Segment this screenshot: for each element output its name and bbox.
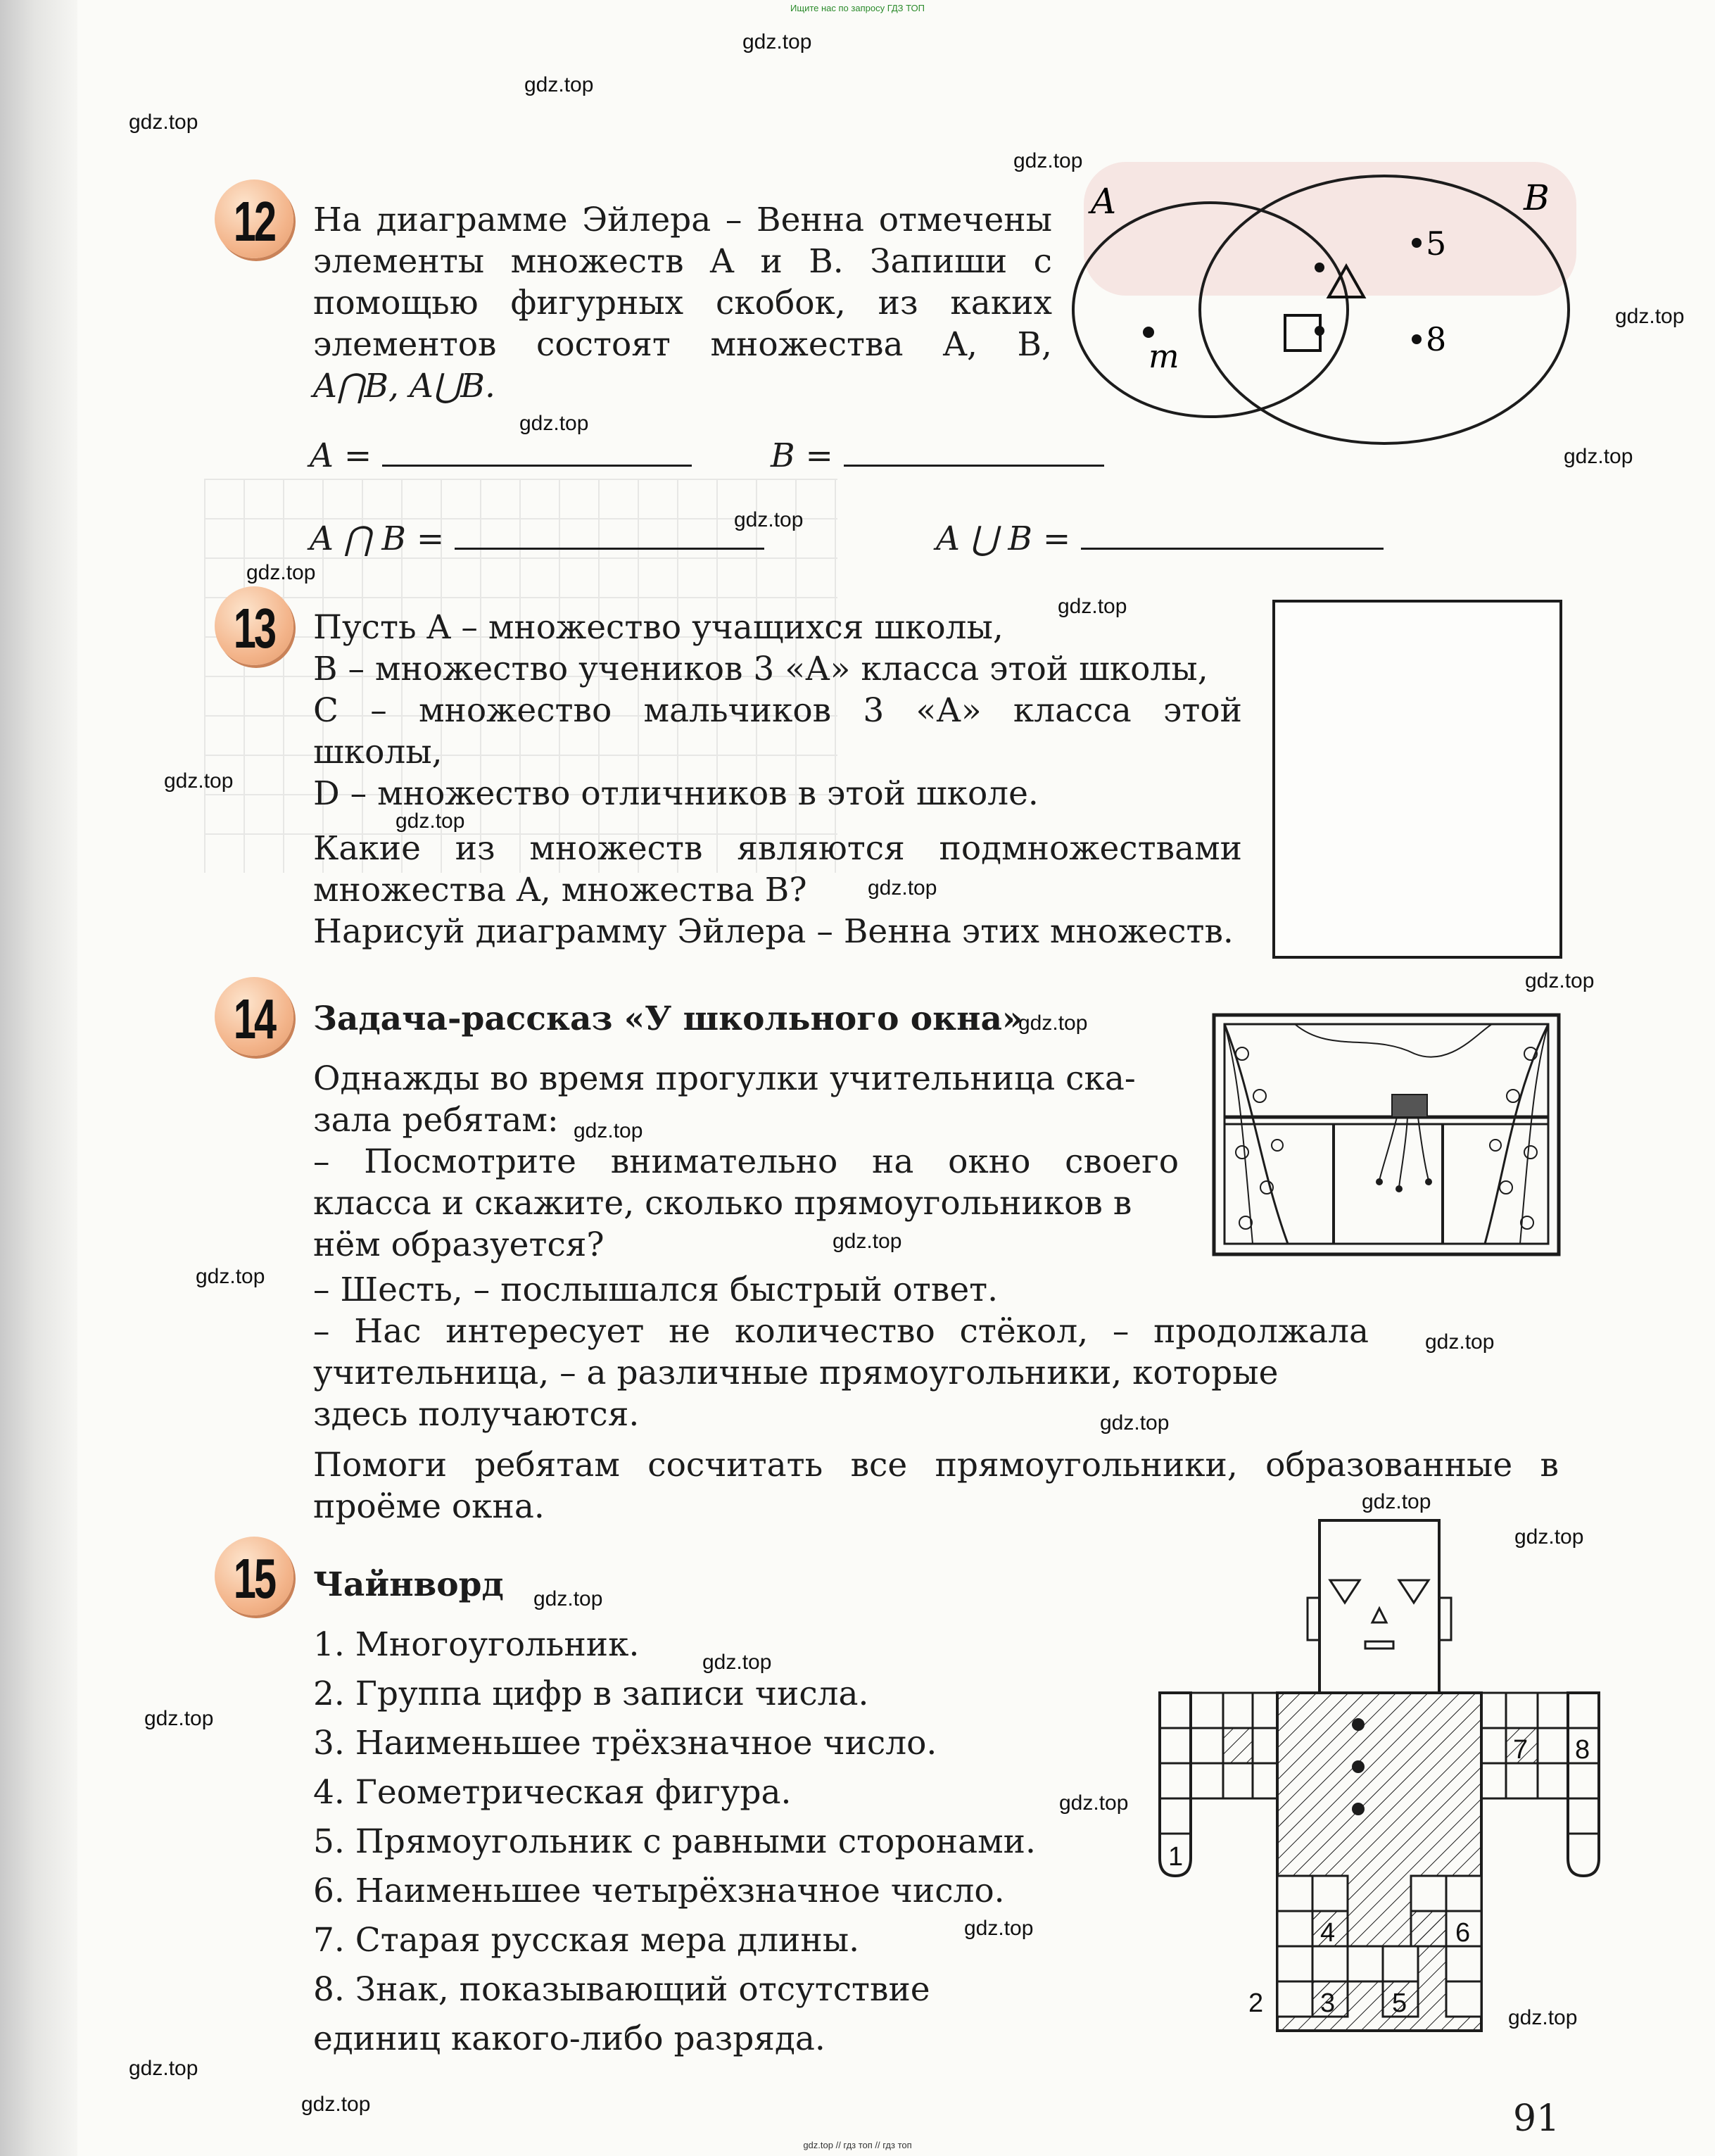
clue-item: 4. Геометрическая фигура. — [313, 1773, 792, 1812]
task-15-badge — [215, 1537, 293, 1615]
clue-item: 7. Старая русская мера длины. — [313, 1921, 860, 1960]
task-13-line: D – множество отличников в этой школе. — [313, 774, 1039, 813]
task-12-text — [313, 199, 1052, 365]
clue-item: единиц какого-либо разряда. — [313, 2019, 825, 2058]
task-12-line: элементы множеств A и B. Запиши с — [313, 242, 1052, 281]
grid-number-3: 3 — [1320, 1988, 1336, 2018]
watermark: gdz.top — [734, 508, 804, 531]
clue-item: 5. Прямоугольник с равными сторонами. — [313, 1822, 1036, 1861]
task-14-number: 14 — [233, 988, 275, 1050]
robot-button-icon — [1352, 1718, 1365, 1731]
task-14-line: класса и скажите, сколько прямоугольников в — [313, 1184, 1132, 1223]
grid-number-2: 2 — [1248, 1988, 1264, 2018]
task-13-number: 13 — [233, 597, 275, 660]
answer-a-field[interactable] — [382, 460, 692, 467]
task-13-badge — [215, 586, 293, 665]
task-13-line: Какие из множеств являются подмножествами — [313, 829, 1242, 868]
watermark: gdz.top — [964, 1917, 1034, 1940]
task-14-title: Задача-рассказ «У школьного окна» — [313, 1000, 1023, 1038]
task-13-line: школы, — [313, 733, 443, 771]
task-14-line: зала ребятам: — [313, 1101, 559, 1140]
venn-label-m: m — [1148, 337, 1179, 375]
watermark: gdz.top — [1525, 969, 1595, 992]
square-icon — [1285, 315, 1320, 351]
task-14-line: учительница, – а различные прямоугольники, которые — [313, 1354, 1279, 1392]
task-14-line: Помоги ребятам сосчитать все прямоугольники, образованные в — [313, 1446, 1559, 1484]
clue-item: 3. Наименьшее трёхзначное число. — [313, 1724, 937, 1763]
flower-pot-icon — [1376, 1095, 1432, 1192]
grid-number-8: 8 — [1575, 1735, 1590, 1765]
grid-number-4: 4 — [1320, 1918, 1336, 1948]
task-13-line: Пусть A – множество учащихся школы, — [313, 608, 1004, 647]
task-14-text-top — [313, 1058, 1189, 1266]
venn-label-8: 8 — [1426, 320, 1447, 358]
answer-a-label: A = — [310, 436, 372, 475]
answer-intersection-field[interactable] — [455, 543, 764, 550]
robot-eye-right-icon — [1399, 1580, 1429, 1603]
venn-label-5: 5 — [1426, 225, 1447, 263]
header-note: Ищите нас по запросу ГДЗ ТОП — [790, 3, 925, 13]
venn-label-a: A — [1091, 181, 1117, 222]
task-13-text — [313, 607, 1242, 952]
grid-number-7: 7 — [1513, 1735, 1529, 1765]
venn-set-a-ellipse — [1073, 203, 1348, 417]
task-14-line: проёме окна. — [313, 1487, 545, 1526]
task-14-line: нём образуется? — [313, 1225, 605, 1264]
task-13-line: C – множество мальчиков 3 «А» класса этой — [313, 691, 1242, 730]
grid-number-6: 6 — [1455, 1918, 1471, 1948]
task-14-line: Однажды во время прогулки учительница ска- — [313, 1059, 1136, 1098]
watermark: gdz.top — [1013, 149, 1083, 172]
watermark: gdz.top — [868, 876, 937, 900]
watermark: gdz.top — [196, 1265, 265, 1288]
task-13-line: B – множество учеников 3 «А» класса этой школы, — [313, 650, 1208, 688]
watermark: gdz.top — [1058, 595, 1127, 618]
watermark: gdz.top — [1514, 1525, 1584, 1549]
chainword-robot-grid — [1154, 1520, 1605, 2027]
watermark: gdz.top — [246, 561, 316, 584]
venn-set-b-ellipse — [1200, 176, 1569, 443]
answer-union-field[interactable] — [1081, 543, 1384, 550]
chainword-clues — [313, 1620, 1158, 2064]
venn-label-b: B — [1524, 177, 1550, 218]
robot-nose-icon — [1372, 1608, 1386, 1622]
venn-dot-5 — [1412, 238, 1422, 248]
watermark: gdz.top — [1425, 1330, 1495, 1354]
answer-intersection-label: A ⋂ B = — [310, 519, 445, 558]
drawing-answer-box[interactable] — [1272, 600, 1562, 959]
answer-union-row — [936, 519, 1384, 558]
clue-item: 6. Наименьшее четырёхзначное число. — [313, 1872, 1005, 1910]
task-14-text-bottom — [313, 1269, 1559, 1527]
watermark: gdz.top — [144, 1707, 214, 1730]
answer-a-row — [310, 436, 692, 475]
venn-dot-square — [1315, 326, 1324, 336]
watermark: gdz.top — [395, 809, 465, 833]
task-13-line: множества A, множества B? — [313, 871, 807, 909]
watermark: gdz.top — [1059, 1791, 1129, 1815]
answer-b-label: B = — [771, 436, 833, 475]
watermark: gdz.top — [524, 73, 594, 96]
task-14-line: – Шесть, – послышался быстрый ответ. — [313, 1271, 999, 1309]
answer-b-field[interactable] — [844, 460, 1104, 467]
task-12-number: 12 — [233, 190, 275, 253]
watermark: gdz.top — [301, 2093, 371, 2116]
watermark: gdz.top — [164, 769, 234, 793]
watermark: gdz.top — [574, 1119, 643, 1142]
watermark: gdz.top — [1100, 1411, 1170, 1435]
watermark: gdz.top — [1615, 305, 1685, 328]
watermark: gdz.top — [129, 2057, 198, 2080]
answer-b-row — [771, 436, 1104, 475]
window-illustration — [1210, 1011, 1562, 1258]
venn-dot-8 — [1412, 334, 1422, 344]
answer-intersection-row — [310, 519, 764, 558]
watermark: gdz.top — [742, 30, 812, 53]
task-13-line: Нарисуй диаграмму Эйлера – Венна этих множеств. — [313, 912, 1234, 951]
watermark: gdz.top — [1018, 1011, 1088, 1035]
clue-item: 8. Знак, показывающий отсутствие — [313, 1970, 930, 2009]
robot-mouth-icon — [1365, 1641, 1393, 1648]
task-12-badge — [215, 179, 293, 258]
watermark: gdz.top — [1508, 2006, 1578, 2029]
task-14-line: – Нас интересует не количество стёкол, – продолжала — [313, 1312, 1369, 1351]
footer-note: gdz.top // гдз топ // гдз топ — [803, 2140, 912, 2150]
venn-diagram — [1070, 176, 1605, 458]
clue-item: 2. Группа цифр в записи числа. — [313, 1675, 869, 1713]
task-14-line: – Посмотрите внимательно на окно своего — [313, 1142, 1179, 1181]
task-15-number: 15 — [233, 1547, 275, 1610]
grid-number-1: 1 — [1168, 1842, 1184, 1872]
robot-button-icon — [1352, 1760, 1365, 1773]
book-spine-shadow — [0, 0, 77, 2156]
task-12-sets-line: A⋂B, A⋃B. — [313, 367, 495, 405]
task-12-line: На диаграмме Эйлера – Венна отмечены — [313, 201, 1052, 239]
watermark: gdz.top — [519, 412, 589, 435]
task-14-line: здесь получаются. — [313, 1395, 640, 1434]
watermark: gdz.top — [833, 1230, 902, 1253]
task-12-line: элементов состоят множества A, B, — [313, 325, 1052, 364]
venn-dot-triangle — [1315, 263, 1324, 272]
watermark: gdz.top — [533, 1587, 603, 1610]
task-12-line: помощью фигурных скобок, из каких — [313, 284, 1052, 322]
watermark: gdz.top — [1564, 445, 1633, 468]
page-number: 91 — [1513, 2098, 1560, 2140]
watermark: gdz.top — [1362, 1490, 1431, 1513]
grid-number-5: 5 — [1392, 1988, 1407, 2018]
robot-eye-left-icon — [1330, 1580, 1360, 1603]
watermark: gdz.top — [702, 1651, 772, 1674]
robot-button-icon — [1352, 1803, 1365, 1815]
robot-arm-right — [1568, 1693, 1599, 1876]
answer-union-label: A ⋃ B = — [936, 519, 1071, 558]
clue-item: 1. Многоугольник. — [313, 1625, 640, 1664]
watermark: gdz.top — [129, 111, 198, 134]
task-15-title: Чайнворд — [313, 1565, 504, 1604]
venn-dot-m — [1143, 327, 1154, 338]
task-14-badge — [215, 977, 293, 1056]
